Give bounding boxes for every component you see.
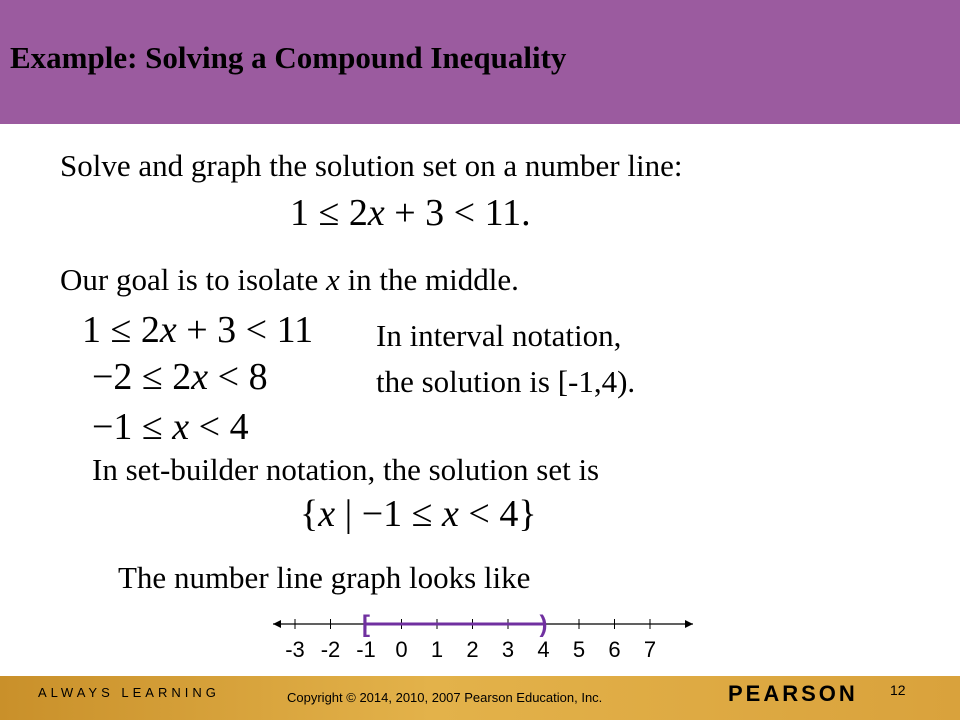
footer-copyright: Copyright © 2014, 2010, 2007 Pearson Education, Inc. <box>287 690 603 705</box>
tick-label: 7 <box>643 637 657 662</box>
interval-notation-line-2: the solution is [-1,4). <box>376 364 636 399</box>
goal-text: Our goal is to isolate x in the middle. <box>60 262 519 297</box>
tick-label: 3 <box>501 637 515 662</box>
footer-tagline: ALWAYS LEARNING <box>38 685 220 700</box>
open-paren-right: ) <box>539 611 548 638</box>
footer-bar <box>0 676 960 720</box>
step-1: 1 ≤ 2x + 3 < 11 <box>82 309 314 351</box>
main-inequality: 1 ≤ 2x + 3 < 11. <box>290 192 531 234</box>
tick-label: 5 <box>572 637 586 662</box>
right-arrow-icon <box>685 620 693 628</box>
tick-label: -3 <box>285 637 305 662</box>
tick-label: 2 <box>466 637 479 662</box>
title-bar <box>0 0 960 124</box>
instruction-text: Solve and graph the solution set on a number line: <box>60 148 683 183</box>
tick-label: 1 <box>430 637 444 662</box>
slide-title: Example: Solving a Compound Inequality <box>10 40 567 75</box>
step-2: −2 ≤ 2x < 8 <box>92 356 268 398</box>
set-builder-text: In set-builder notation, the solution set is <box>92 452 600 487</box>
graph-caption: The number line graph looks like <box>118 560 531 595</box>
number-line-graph <box>265 608 705 668</box>
pearson-logo: PEARSON <box>728 681 858 706</box>
page-number: 12 <box>890 682 906 698</box>
tick-label: 0 <box>395 637 408 662</box>
interval-notation-line-1: In interval notation, <box>376 318 622 353</box>
step-3: −1 ≤ x < 4 <box>92 406 249 448</box>
closed-bracket-left: [ <box>362 611 370 638</box>
tick-label: -1 <box>356 637 376 662</box>
tick-label: 6 <box>608 637 621 662</box>
tick-label: 4 <box>537 637 550 662</box>
left-arrow-icon <box>273 620 281 628</box>
tick-label: -2 <box>320 637 341 662</box>
set-builder-expression: {x | −1 ≤ x < 4} <box>300 493 537 535</box>
